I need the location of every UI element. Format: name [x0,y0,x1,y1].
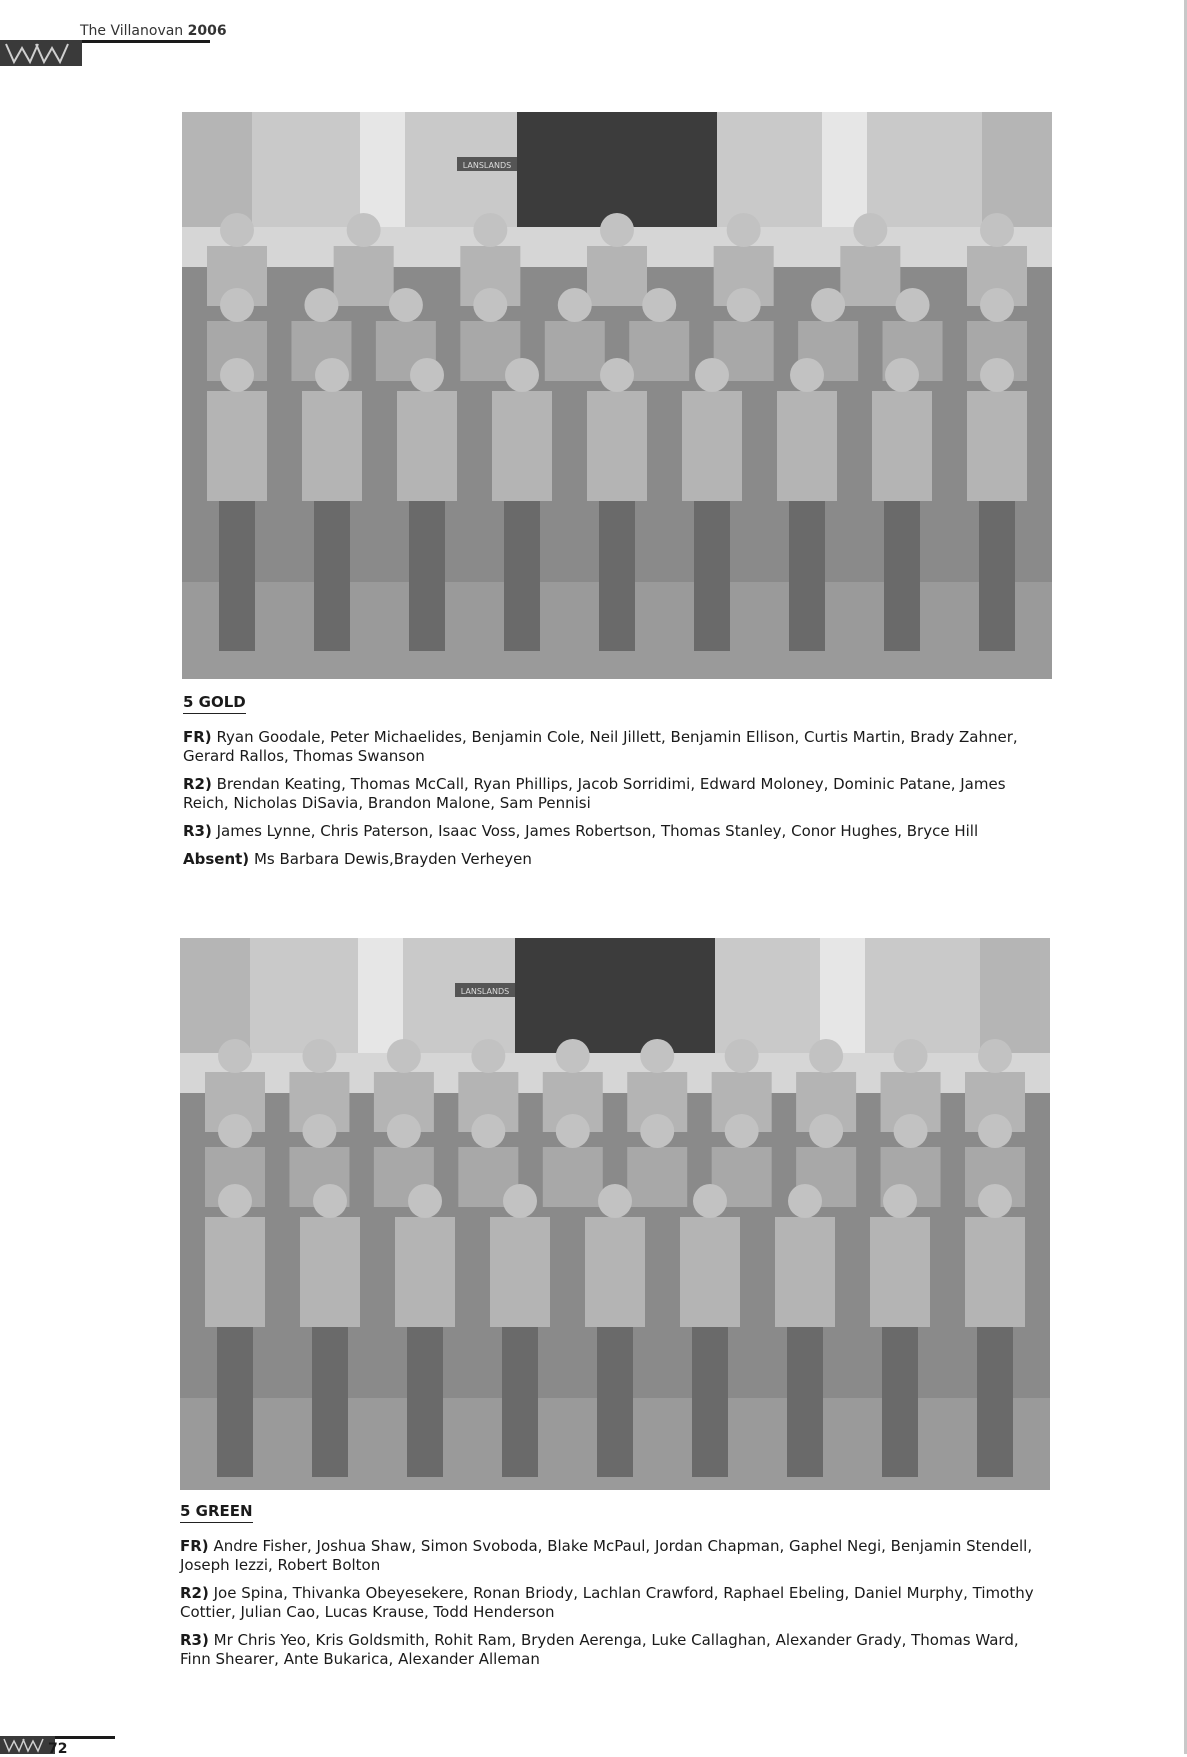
student-head [885,358,919,392]
villanovan-logo [0,40,82,66]
class-photo-5-gold [182,112,1052,679]
row-2 [183,775,1043,813]
student-legs [882,1327,918,1477]
student-head [725,1114,759,1148]
row-label: R2) [183,775,212,793]
row-names: Brendan Keating, Thomas McCall, Ryan Phillips, Jacob Sorridimi, Edward Moloney, Dominic Patane, James Reich, Nicholas DiSavia, Brandon Malone, Sam Pennisi [183,775,1006,812]
student-figure [682,391,742,501]
student-head [387,1039,421,1073]
student-figure [543,1147,603,1207]
student-head [894,1039,928,1073]
student-head [640,1114,674,1148]
student-head [473,213,507,247]
student-head [790,358,824,392]
student-head [471,1114,505,1148]
student-head [218,1114,252,1148]
student-legs [692,1327,728,1477]
row-front [180,1537,1040,1575]
student-head [853,213,887,247]
row-2 [180,1584,1040,1622]
student-legs [314,501,350,651]
student-head [811,288,845,322]
student-figure [627,1147,687,1207]
student-figure [777,391,837,501]
student-figure [334,246,394,306]
row-label: R3) [180,1631,209,1649]
student-head [505,358,539,392]
student-head [978,1114,1012,1148]
student-head [725,1039,759,1073]
student-head [218,1039,252,1073]
student-head [302,1039,336,1073]
student-head [471,1039,505,1073]
student-head [347,213,381,247]
student-legs [219,501,255,651]
student-figure [300,1217,360,1327]
row-names: Joe Spina, Thivanka Obeyesekere, Ronan Briody, Lachlan Crawford, Raphael Ebeling, Daniel Murphy, Timothy Cottier, Julian Cao, Lucas Krause, Todd Henderson [180,1584,1034,1621]
student-figure [775,1217,835,1327]
student-figure [840,246,900,306]
student-head [598,1184,632,1218]
class-photo-5-green [180,938,1050,1490]
student-head [642,288,676,322]
student-head [695,358,729,392]
student-head [727,213,761,247]
student-head [218,1184,252,1218]
footer-logo [0,1736,55,1754]
row-names: Ryan Goodale, Peter Michaelides, Benjamin Cole, Neil Jillett, Benjamin Ellison, Curtis Martin, Brady Zahner, Gerard Rallos, Thomas Swanson [183,728,1018,765]
student-head [410,358,444,392]
publication-year: 2006 [187,23,227,39]
student-figure [545,321,605,381]
student-head [556,1039,590,1073]
student-head [809,1039,843,1073]
student-head [558,288,592,322]
publication-title [80,23,227,39]
student-figure [490,1217,550,1327]
student-head [302,1114,336,1148]
student-figure [395,1217,455,1327]
student-head [503,1184,537,1218]
student-legs [312,1327,348,1477]
student-legs [694,501,730,651]
student-head [788,1184,822,1218]
student-legs [597,1327,633,1477]
student-legs [787,1327,823,1477]
student-head [600,213,634,247]
publication-name: The Villanovan [80,23,184,39]
student-figure [967,391,1027,501]
student-figure [872,391,932,501]
student-figure [207,391,267,501]
row-label: Absent) [183,850,250,868]
row-label: R2) [180,1584,209,1602]
student-head [408,1184,442,1218]
student-legs [217,1327,253,1477]
student-legs [977,1327,1013,1477]
student-head [894,1114,928,1148]
student-head [980,288,1014,322]
student-legs [504,501,540,651]
row-front [183,728,1043,766]
caption-5-gold [183,693,1043,878]
student-legs [884,501,920,651]
class-heading: 5 GOLD [183,693,246,714]
student-legs [407,1327,443,1477]
student-figure [585,1217,645,1327]
row-names: Ms Barbara Dewis,Brayden Verheyen [253,850,532,868]
student-head [556,1114,590,1148]
student-figure [397,391,457,501]
student-head [809,1114,843,1148]
student-head [640,1039,674,1073]
row-3 [183,822,1043,841]
student-head [220,358,254,392]
student-head [315,358,349,392]
student-head [896,288,930,322]
student-legs [979,501,1015,651]
student-head [473,288,507,322]
student-figure [302,391,362,501]
student-figure [680,1217,740,1327]
row-names: Andre Fisher, Joshua Shaw, Simon Svoboda, Blake McPaul, Jordan Chapman, Gaphel Negi, Benjamin Stendell, Joseph Iezzi, Robert Bolton [180,1537,1033,1574]
student-head [980,213,1014,247]
student-figure [629,321,689,381]
student-head [304,288,338,322]
student-head [980,358,1014,392]
row-label: FR) [180,1537,209,1555]
row-absent [183,850,1043,869]
student-head [389,288,423,322]
class-heading: 5 GREEN [180,1502,253,1523]
student-head [978,1184,1012,1218]
row-label: FR) [183,728,212,746]
student-figure [870,1217,930,1327]
student-head [693,1184,727,1218]
building-sign: LANSLANDS [460,987,510,996]
page-number: 72 [48,1741,68,1757]
caption-5-green [180,1502,1040,1678]
building-sign: LANSLANDS [462,161,512,170]
row-label: R3) [183,822,212,840]
student-legs [599,501,635,651]
student-head [220,288,254,322]
row-3 [180,1631,1040,1669]
footer-rule [55,1736,115,1739]
student-legs [502,1327,538,1477]
header-rule [82,40,210,43]
student-head [387,1114,421,1148]
student-head [883,1184,917,1218]
student-head [220,213,254,247]
student-legs [789,501,825,651]
student-figure [965,1217,1025,1327]
row-names: James Lynne, Chris Paterson, Isaac Voss, James Robertson, Thomas Stanley, Conor Hughes, Bryce Hill [216,822,979,840]
row-names: Mr Chris Yeo, Kris Goldsmith, Rohit Ram, Bryden Aerenga, Luke Callaghan, Alexander Grady, Thomas Ward, Finn Shearer, Ante Bukarica, Alexander Alleman [180,1631,1019,1668]
student-legs [409,501,445,651]
student-figure [205,1217,265,1327]
student-head [600,358,634,392]
student-figure [492,391,552,501]
student-figure [587,391,647,501]
student-head [313,1184,347,1218]
student-head [978,1039,1012,1073]
student-figure [587,246,647,306]
student-head [727,288,761,322]
